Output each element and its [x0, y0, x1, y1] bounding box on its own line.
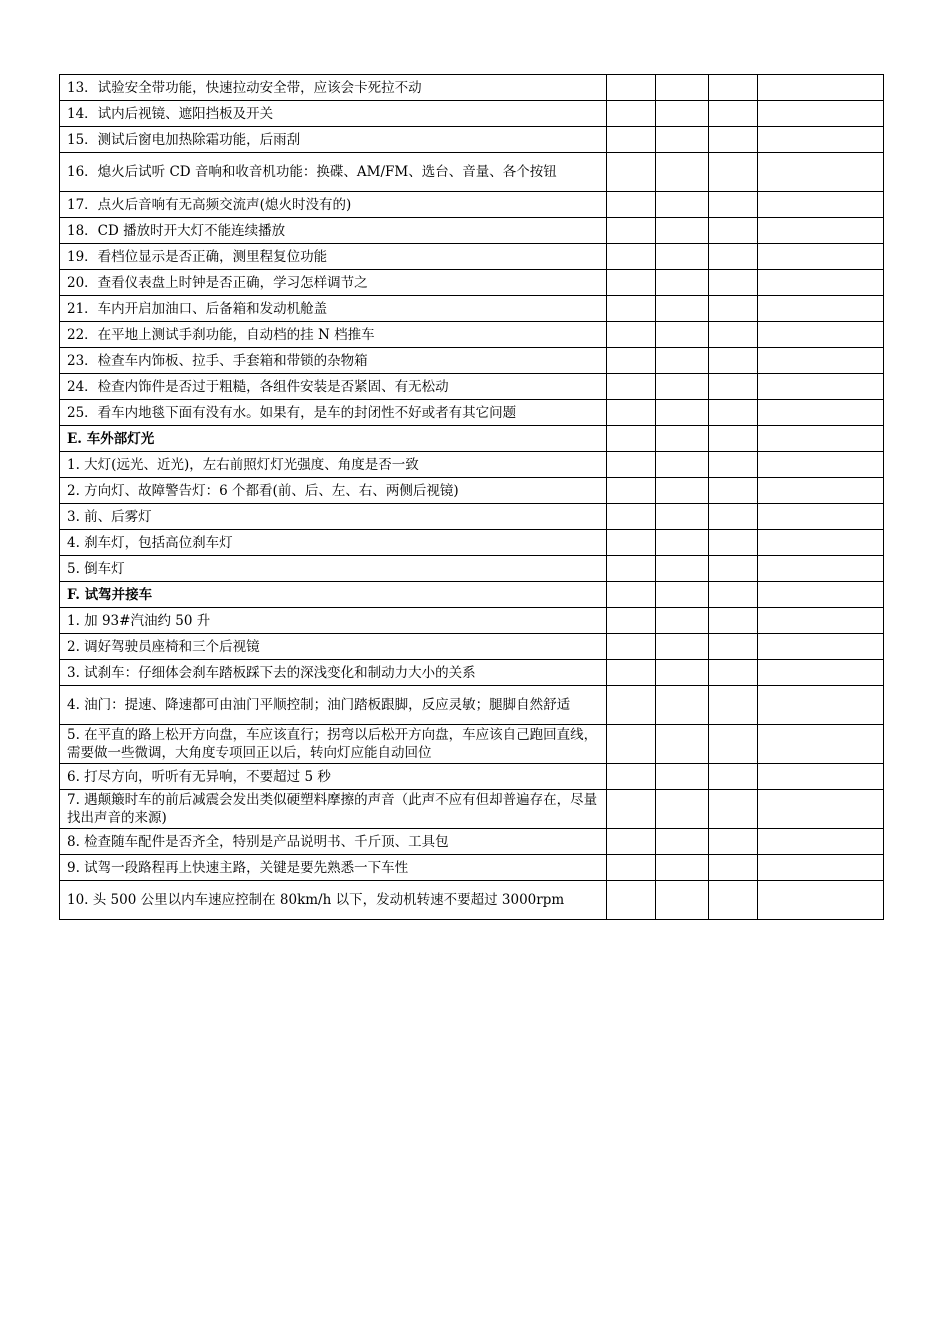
check-cell[interactable] [709, 244, 758, 270]
check-cell[interactable] [607, 556, 656, 582]
checklist-row [60, 270, 884, 296]
check-cell[interactable] [607, 634, 656, 660]
check-cell[interactable] [709, 348, 758, 374]
check-cell[interactable] [607, 725, 656, 764]
check-cell[interactable] [758, 101, 884, 127]
check-cell[interactable] [709, 374, 758, 400]
check-cell[interactable] [758, 452, 884, 478]
checklist-row [60, 504, 884, 530]
check-cell[interactable] [656, 374, 709, 400]
checklist-item-text: 22．在平地上测试手刹功能，自动档的挂 N 档推车 [60, 322, 607, 348]
checklist-row [60, 452, 884, 478]
check-cell[interactable] [656, 322, 709, 348]
checklist-row [60, 608, 884, 634]
checklist-row [60, 348, 884, 374]
check-cell[interactable] [656, 101, 709, 127]
check-cell[interactable] [709, 634, 758, 660]
checklist-row [60, 218, 884, 244]
checklist-item-text: 20．查看仪表盘上时钟是否正确，学习怎样调节之 [60, 270, 607, 296]
checklist-row [60, 153, 884, 192]
check-cell[interactable] [607, 192, 656, 218]
check-cell[interactable] [656, 153, 709, 192]
checklist-item-text: 4. 油门：提速、降速都可由油门平顺控制；油门踏板跟脚，反应灵敏；腿脚自然舒适 [60, 686, 607, 725]
checklist-row [60, 881, 884, 920]
check-cell[interactable] [656, 608, 709, 634]
check-cell[interactable] [607, 426, 656, 452]
checklist-item-text: 24．检查内饰件是否过于粗糙，各组件安装是否紧固、有无松动 [60, 374, 607, 400]
checklist-row [60, 634, 884, 660]
checklist-row [60, 296, 884, 322]
checklist-item-text: 3. 试刹车：仔细体会刹车踏板踩下去的深浅变化和制动力大小的关系 [60, 660, 607, 686]
checklist-item-text: 23．检查车内饰板、拉手、手套箱和带锁的杂物箱 [60, 348, 607, 374]
check-cell[interactable] [656, 829, 709, 855]
check-cell[interactable] [758, 829, 884, 855]
check-cell[interactable] [758, 881, 884, 920]
checklist-body [60, 75, 884, 920]
check-cell[interactable] [709, 881, 758, 920]
check-cell[interactable] [656, 75, 709, 101]
check-cell[interactable] [709, 582, 758, 608]
checklist-row [60, 478, 884, 504]
check-cell[interactable] [709, 608, 758, 634]
checklist-item-text: 2. 调好驾驶员座椅和三个后视镜 [60, 634, 607, 660]
checklist-row [60, 725, 884, 764]
checklist-item-text: 4. 刹车灯，包括高位刹车灯 [60, 530, 607, 556]
check-cell[interactable] [709, 75, 758, 101]
check-cell[interactable] [607, 881, 656, 920]
section-title: F. 试驾并接车 [60, 582, 607, 608]
checklist-row [60, 374, 884, 400]
check-cell[interactable] [656, 790, 709, 829]
check-cell[interactable] [758, 348, 884, 374]
check-cell[interactable] [758, 153, 884, 192]
check-cell[interactable] [709, 790, 758, 829]
checklist-item-text: 18．CD 播放时开大灯不能连续播放 [60, 218, 607, 244]
check-cell[interactable] [607, 660, 656, 686]
check-cell[interactable] [758, 192, 884, 218]
check-cell[interactable] [607, 504, 656, 530]
checklist-item-text: 25．看车内地毯下面有没有水。如果有，是车的封闭性不好或者有其它问题 [60, 400, 607, 426]
check-cell[interactable] [758, 478, 884, 504]
check-cell[interactable] [607, 764, 656, 790]
check-cell[interactable] [607, 478, 656, 504]
checklist-item-text: 16．熄火后试听 CD 音响和收音机功能：换碟、AM/FM、选台、音量、各个按钮 [60, 153, 607, 192]
checklist-item-text: 21．车内开启加油口、后备箱和发动机舱盖 [60, 296, 607, 322]
check-cell[interactable] [656, 634, 709, 660]
check-cell[interactable] [758, 322, 884, 348]
check-cell[interactable] [607, 75, 656, 101]
check-cell[interactable] [709, 829, 758, 855]
checklist-row [60, 75, 884, 101]
checklist-table [59, 74, 884, 920]
check-cell[interactable] [656, 686, 709, 725]
check-cell[interactable] [656, 192, 709, 218]
checklist-row [60, 790, 884, 829]
check-cell[interactable] [607, 348, 656, 374]
check-cell[interactable] [758, 504, 884, 530]
check-cell[interactable] [607, 374, 656, 400]
check-cell[interactable] [709, 530, 758, 556]
check-cell[interactable] [656, 270, 709, 296]
check-cell[interactable] [656, 881, 709, 920]
check-cell[interactable] [656, 504, 709, 530]
check-cell[interactable] [709, 452, 758, 478]
check-cell[interactable] [758, 374, 884, 400]
check-cell[interactable] [709, 855, 758, 881]
check-cell[interactable] [709, 101, 758, 127]
checklist-item-text: 15．测试后窗电加热除霜功能，后雨刮 [60, 127, 607, 153]
check-cell[interactable] [709, 127, 758, 153]
checklist-item-text: 3. 前、后雾灯 [60, 504, 607, 530]
check-cell[interactable] [607, 855, 656, 881]
check-cell[interactable] [758, 686, 884, 725]
checklist-row [60, 829, 884, 855]
checklist-row [60, 660, 884, 686]
check-cell[interactable] [656, 244, 709, 270]
check-cell[interactable] [758, 244, 884, 270]
check-cell[interactable] [709, 400, 758, 426]
check-cell[interactable] [758, 855, 884, 881]
check-cell[interactable] [758, 400, 884, 426]
check-cell[interactable] [607, 686, 656, 725]
check-cell[interactable] [709, 322, 758, 348]
checklist-item-text: 2. 方向灯、故障警告灯：6 个都看(前、后、左、右、两侧后视镜) [60, 478, 607, 504]
checklist-item-text: 14．试内后视镜、遮阳挡板及开关 [60, 101, 607, 127]
check-cell[interactable] [607, 452, 656, 478]
checklist-item-text: 10. 头 500 公里以内车速应控制在 80km/h 以下，发动机转速不要超过 3000rpm [60, 881, 607, 920]
check-cell[interactable] [607, 101, 656, 127]
check-cell[interactable] [758, 218, 884, 244]
check-cell[interactable] [758, 634, 884, 660]
checklist-item-text: 1. 大灯(远光、近光)，左右前照灯灯光强度、角度是否一致 [60, 452, 607, 478]
check-cell[interactable] [656, 660, 709, 686]
check-cell[interactable] [656, 725, 709, 764]
checklist-item-text: 13．试验安全带功能，快速拉动安全带，应该会卡死拉不动 [60, 75, 607, 101]
check-cell[interactable] [656, 582, 709, 608]
checklist-item-text: 5. 在平直的路上松开方向盘，车应该直行；拐弯以后松开方向盘，车应该自己跑回直线，需要做一些微调，大角度专项回正以后，转向灯应能自动回位 [60, 725, 607, 764]
check-cell[interactable] [607, 270, 656, 296]
check-cell[interactable] [607, 322, 656, 348]
checklist-row [60, 400, 884, 426]
checklist-item-text: 19．看档位显示是否正确，测里程复位功能 [60, 244, 607, 270]
check-cell[interactable] [709, 764, 758, 790]
check-cell[interactable] [709, 725, 758, 764]
check-cell[interactable] [607, 244, 656, 270]
check-cell[interactable] [758, 725, 884, 764]
check-cell[interactable] [656, 296, 709, 322]
check-cell[interactable] [607, 530, 656, 556]
check-cell[interactable] [758, 296, 884, 322]
check-cell[interactable] [656, 127, 709, 153]
check-cell[interactable] [709, 426, 758, 452]
check-cell[interactable] [656, 348, 709, 374]
checklist-item-text: 7. 遇颠簸时车的前后减震会发出类似硬塑料摩擦的声音（此声不应有但却普遍存在，尽量找出声音的来源) [60, 790, 607, 829]
check-cell[interactable] [656, 400, 709, 426]
check-cell[interactable] [656, 426, 709, 452]
check-cell[interactable] [709, 504, 758, 530]
check-cell[interactable] [709, 192, 758, 218]
check-cell[interactable] [709, 478, 758, 504]
check-cell[interactable] [758, 75, 884, 101]
checklist-row [60, 244, 884, 270]
check-cell[interactable] [758, 127, 884, 153]
check-cell[interactable] [758, 764, 884, 790]
check-cell[interactable] [656, 452, 709, 478]
checklist-row [60, 556, 884, 582]
check-cell[interactable] [709, 556, 758, 582]
section-header-row [60, 582, 884, 608]
check-cell[interactable] [758, 426, 884, 452]
check-cell[interactable] [758, 790, 884, 829]
check-cell[interactable] [709, 270, 758, 296]
checklist-row [60, 101, 884, 127]
checklist-row [60, 530, 884, 556]
check-cell[interactable] [607, 582, 656, 608]
check-cell[interactable] [758, 530, 884, 556]
check-cell[interactable] [709, 686, 758, 725]
checklist-row [60, 764, 884, 790]
checklist-item-text: 5. 倒车灯 [60, 556, 607, 582]
check-cell[interactable] [607, 608, 656, 634]
check-cell[interactable] [758, 270, 884, 296]
checklist-row [60, 127, 884, 153]
checklist-item-text: 8. 检查随车配件是否齐全，特别是产品说明书、千斤顶、工具包 [60, 829, 607, 855]
section-title: E. 车外部灯光 [60, 426, 607, 452]
check-cell[interactable] [758, 660, 884, 686]
check-cell[interactable] [607, 218, 656, 244]
check-cell[interactable] [607, 127, 656, 153]
check-cell[interactable] [656, 478, 709, 504]
check-cell[interactable] [709, 660, 758, 686]
checklist-item-text: 1. 加 93#汽油约 50 升 [60, 608, 607, 634]
check-cell[interactable] [607, 400, 656, 426]
checklist-row [60, 192, 884, 218]
check-cell[interactable] [656, 218, 709, 244]
checklist-item-text: 6. 打尽方向，听听有无异响，不要超过 5 秒 [60, 764, 607, 790]
check-cell[interactable] [709, 296, 758, 322]
check-cell[interactable] [758, 608, 884, 634]
checklist-row [60, 686, 884, 725]
checklist-row [60, 322, 884, 348]
check-cell[interactable] [607, 153, 656, 192]
check-cell[interactable] [656, 855, 709, 881]
check-cell[interactable] [607, 296, 656, 322]
checklist-row [60, 855, 884, 881]
check-cell[interactable] [656, 530, 709, 556]
check-cell[interactable] [709, 153, 758, 192]
check-cell[interactable] [607, 829, 656, 855]
check-cell[interactable] [656, 556, 709, 582]
checklist-item-text: 9. 试驾一段路程再上快速主路，关键是要先熟悉一下车性 [60, 855, 607, 881]
check-cell[interactable] [758, 556, 884, 582]
section-header-row [60, 426, 884, 452]
check-cell[interactable] [709, 218, 758, 244]
checklist-item-text: 17．点火后音响有无高频交流声(熄火时没有的) [60, 192, 607, 218]
check-cell[interactable] [656, 764, 709, 790]
check-cell[interactable] [758, 582, 884, 608]
check-cell[interactable] [607, 790, 656, 829]
